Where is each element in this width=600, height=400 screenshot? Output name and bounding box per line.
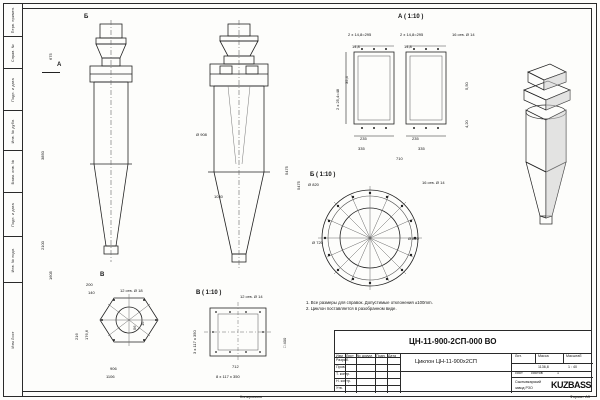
strip-cell-5 [3, 193, 22, 237]
strip-cell-4 [3, 151, 22, 193]
dim-a-right-2: 4,20 [464, 120, 469, 128]
arrow-a-line [42, 72, 60, 73]
bottom-plan-view [74, 292, 184, 360]
tb-hline-8 [511, 377, 593, 378]
dim-a-335-2: 335 [418, 146, 425, 151]
strip-label-5: Подп. и дата [10, 202, 15, 227]
tb-sheet-label: Лист [515, 371, 523, 375]
label-detail-v: В ( 1:10 ) [196, 290, 222, 296]
format-note: Формат А3 [569, 394, 590, 399]
strip-cell-3 [3, 111, 22, 151]
tb-scale-label: Масштаб [566, 354, 582, 358]
strip-label-3: Инв. № дубл. [10, 118, 15, 143]
strip-cell-2 [3, 69, 22, 111]
tb-scale-value: 1 : 40 [568, 365, 577, 369]
tb-hline-7 [511, 363, 593, 364]
tb-vline-6 [356, 353, 357, 393]
tb-lit-label: Лит. [515, 354, 522, 358]
technical-notes [306, 300, 476, 313]
dim-a-holes-right: 2 х 14,8=295 [400, 32, 424, 37]
tb-vline-1 [400, 353, 401, 393]
dim-plan-hole-spec: 12 отв. Ø 18 [120, 288, 143, 293]
strip-label-2: Подп. и дата [10, 77, 15, 102]
company-logo: KUZBASS [551, 380, 592, 390]
dim-diameter-908: Ø 908 [196, 132, 207, 137]
label-detail-a: А ( 1:10 ) [398, 14, 424, 20]
tb-col-izm: Изм [336, 354, 343, 358]
dim-front-675: 675 [48, 53, 53, 60]
dim-v-hole-spec: 12 отв. Ø 14 [240, 294, 263, 299]
tb-mass-label: Масса [538, 354, 549, 358]
dim-front-1605: 1605 [48, 271, 53, 280]
drawing-subtitle: Циклон ЦН-11-900х2СП [415, 359, 477, 365]
tb-row-utv: Утв. [336, 386, 343, 390]
tb-col-podp: Подп. [376, 354, 386, 358]
dim-v-right: □ 400 [282, 337, 287, 348]
tb-hline-1 [335, 353, 591, 354]
dim-1040: 1040 [214, 194, 223, 199]
dim-front-3850: 3850 [40, 151, 45, 160]
dim-a-right-1: 5,50 [464, 82, 469, 90]
dim-b-hole-spec: 16 отв. Ø 14 [422, 180, 445, 185]
title-block [334, 330, 592, 392]
strip-label-1: Справ. № [10, 43, 15, 62]
dim-5475: 5475 [296, 181, 301, 190]
dim-v-bottom: 8 х 117 х 350 [216, 374, 240, 379]
tb-row-razrab: Разраб. [336, 358, 349, 362]
dim-b-inner: Ø 720 [312, 240, 323, 245]
note-2: 2. Циклон поставляется в разобранном виде. [306, 306, 397, 312]
strip-cell-1 [3, 37, 22, 69]
tb-sheets-value: 1 [557, 371, 559, 375]
tb-vline-8 [387, 353, 388, 393]
dim-a-small: 35,4 [344, 76, 349, 84]
dim-a-14-1: 14,8 [352, 44, 360, 49]
dim-a-hole-spec: 16 отв. Ø 14 [452, 32, 475, 37]
front-view-cyclone [60, 14, 170, 294]
dim-b-outer: Ø 820 [308, 182, 319, 187]
left-margin-strip [3, 3, 23, 397]
dim-v-712: 712 [232, 364, 239, 369]
tb-vline-3 [535, 353, 536, 363]
label-section-a-arrow: А [57, 62, 62, 68]
tb-col-dokum: № докум. [357, 354, 373, 358]
strip-label-6: Инв. № подл. [10, 247, 15, 272]
tb-sheets-label: Листов [531, 371, 543, 375]
strip-cell-6 [3, 237, 22, 283]
dim-a-total: 710 [396, 156, 403, 161]
dim-plan-200: 200 [86, 282, 93, 287]
dim-b-bolt-circle: Ø 820 [408, 236, 419, 241]
dim-plan-56: 56 [132, 325, 137, 330]
strip-cell-7 [3, 283, 22, 397]
tb-col-list: Лист [346, 354, 354, 358]
isometric-view [500, 50, 586, 250]
dim-5475-b: 5475 [284, 166, 289, 175]
dim-plan-176: 176,6 [84, 329, 89, 340]
tb-vline-7 [375, 353, 376, 393]
dim-v-left: 3 х 117 х 350 [192, 330, 197, 354]
dim-plan-906: 906 [110, 366, 117, 371]
tb-mass-value: 1136,8 [538, 365, 549, 369]
dim-a-235-1: 235 [360, 136, 367, 141]
dim-plan-140: 140 [88, 290, 95, 295]
dim-plan-1106: 1106 [106, 374, 115, 379]
dim-a-14-2: 14,8 [404, 44, 412, 49]
label-detail-b: Б ( 1:10 ) [310, 172, 336, 178]
drawing-number: ЦН-11-900-2СП-000 ВО [409, 337, 497, 346]
label-section-v-arrow: В [100, 272, 105, 278]
company-line-1: Сыктывкарский [515, 380, 541, 384]
detail-v-drawing [196, 300, 292, 370]
dim-a-335-1: 335 [358, 146, 365, 151]
copy-caption: Копировано [240, 394, 263, 399]
label-section-b-top: Б [84, 14, 89, 20]
dim-a-holes-left: 2 х 14,8=295 [348, 32, 372, 37]
tb-vline-2 [511, 353, 512, 393]
strip-label-4: Взам. инв. № [10, 159, 15, 184]
tb-vline-4 [563, 353, 564, 363]
dim-a-235-2: 235 [412, 136, 419, 141]
dim-a-vertical: 2 х 25,4=48 [335, 88, 340, 110]
tb-row-nkontr: Н. контр. [336, 379, 351, 383]
section-view-cyclone [180, 14, 310, 289]
strip-label-7: Изм Лист [10, 331, 15, 349]
tb-row-tkontr: Т. контр. [336, 372, 351, 376]
dim-front-2100: 2100 [40, 241, 45, 250]
tb-col-data: Дата [388, 354, 396, 358]
strip-label-0: Перв. примен. [10, 6, 15, 33]
note-1: 1. Все размеры для справок. Допустимые отклонения ±100mm. [306, 300, 433, 305]
tb-hline-2 [335, 371, 591, 372]
tb-row-prov: Пров. [336, 365, 346, 369]
dim-plan-16: 16 [140, 321, 145, 326]
company-line-2: завод РЗО [515, 386, 533, 390]
dim-plan-216: 216 [74, 333, 79, 340]
strip-cell-0 [3, 3, 22, 37]
detail-a-drawing [340, 36, 470, 146]
